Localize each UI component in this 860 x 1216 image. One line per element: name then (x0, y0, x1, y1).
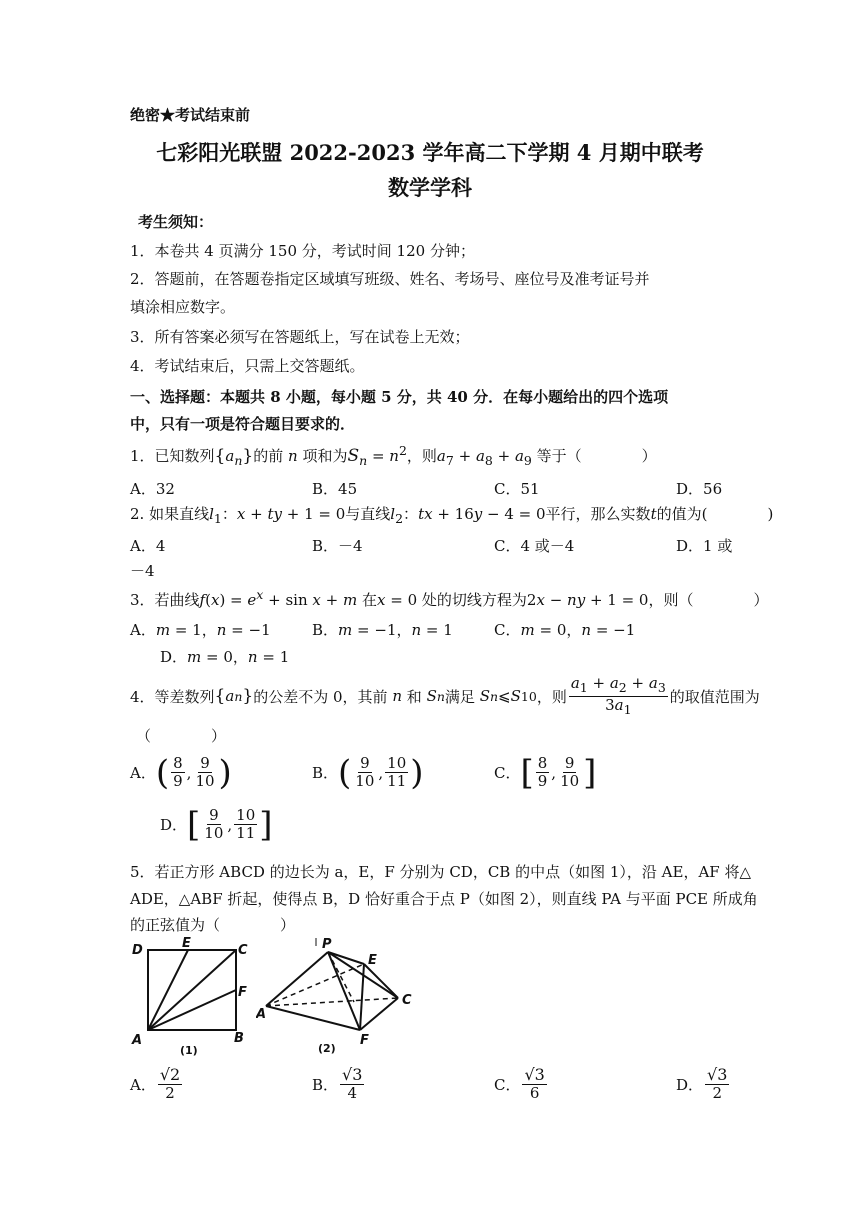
question-1-stem: 1．已知数列$\{a_n\}$的前 n 项和为$S_n = n^2$，则$a_7 + a_8 + a_9$ 等于（ ） (130, 443, 657, 468)
fig2-label-f: F (360, 1033, 369, 1048)
q3-option-c: C．m = 0，n = −1 (494, 621, 636, 639)
q3-option-a: A．m = 1，n = −1 (130, 621, 271, 639)
secret-label: 绝密★考试结束前 (130, 106, 251, 124)
q4-option-a: A． ( $\frac{8}{9}$ , $\frac{9}{10}$ ) (130, 752, 232, 793)
notice-item-1: 1．本卷共 4 页满分 150 分，考试时间 120 分钟； (130, 242, 475, 260)
figure-1-square (128, 936, 258, 1060)
q3-option-b: B．m = −1，n = 1 (312, 621, 453, 639)
section-heading-line2: 中，只有一项是符合题目要求的． (130, 415, 356, 433)
notice-item-4: 4．考试结束后，只需上交答题纸。 (130, 357, 365, 375)
q4-answer-paren: （ ） (136, 727, 227, 745)
fig1-caption: (1) (180, 1044, 198, 1057)
q5-option-b: B． $\frac{√3}{4}$ (312, 1065, 363, 1103)
question-5-line2: ADE，△ABF 折起，使得点 B，D 恰好重合于点 P（如图 2），则直线 PA 与平面 PCE 所成角 (130, 890, 758, 908)
fig2-label-a: A (256, 1007, 267, 1022)
question-5-line1: 5．若正方形 ABCD 的边长为 a，E，F 分别为 CD，CB 的中点（如图 1），沿 AE，AF 将△ (130, 863, 752, 881)
q5-option-a: A． $\frac{√2}{2}$ (130, 1065, 181, 1103)
q1-option-c: C．51 (494, 480, 540, 498)
fig1-label-a: A (132, 1033, 143, 1048)
fig2-label-p: P (322, 937, 332, 952)
notice-item-3: 3．所有答案必须写在答题纸上，写在试卷上无效； (130, 328, 470, 346)
q4-option-d: D． [ $\frac{9}{10}$ , $\frac{10}{11}$ ] (160, 804, 273, 845)
fig2-label-c: C (402, 993, 412, 1008)
q1-option-a: A．32 (130, 480, 175, 498)
fig1-label-d: D (132, 943, 143, 958)
subject-title: 数学学科 (388, 175, 472, 200)
q2-option-b: B．－4 (312, 537, 363, 555)
notice-item-2-cont: 填涂相应数字。 (130, 298, 236, 316)
q4-ratio-fraction: $\frac{a_1 + a_2 + a_3}{3a_1}$ (570, 674, 666, 717)
fig2-caption: (2) (318, 1042, 336, 1055)
notice-heading: 考生须知： (138, 213, 214, 231)
fig2-label-e: E (368, 953, 377, 968)
question-3-stem: 3．若曲线$f(x) = e^x + \sin x + m$ 在x = 0 处的切线方程为2x − ny + 1 = 0，则（ ） (130, 587, 769, 609)
figure-2-pyramid (256, 936, 426, 1060)
q1-option-b: B．45 (312, 480, 358, 498)
q2-option-a: A．4 (130, 537, 166, 555)
exam-title: 七彩阳光联盟 2022-2023 学年高二下学期 4 月期中联考 (156, 140, 704, 165)
q5-option-d: D． $\frac{√3}{2}$ (676, 1065, 728, 1103)
q5-option-c: C． $\frac{√3}{6}$ (494, 1065, 545, 1103)
question-4-stem: 4．等差数列 { a n } 的公差不为 0，其前 n 和 S n 满足 S n ⩽ S 10 ，则 $\frac{a_1 + a_2 + a_3}{3a_1}$ 的取值范围为 (130, 674, 760, 717)
question-2-stem: 2. 如果直线$l_1$：x + ty + 1 = 0与直线$l_2$：tx + 16y − 4 = 0平行，那么实数t的值为( ) (130, 505, 774, 526)
q2-option-c: C．4 或－4 (494, 537, 575, 555)
section-heading-line1: 一、选择题：本题共 8 小题，每小题 5 分，共 40 分．在每小题给出的四个选项 (130, 388, 669, 406)
fig1-label-c: C (238, 943, 248, 958)
q2-option-d: D．1 或 (676, 537, 733, 555)
q3-option-d: D．m = 0，n = 1 (160, 648, 290, 666)
question-5-line3: 的正弦值为（ ） (130, 916, 296, 934)
fig1-label-f: F (238, 985, 247, 1000)
fig1-label-b: B (234, 1031, 244, 1046)
q2-option-d-wrap: －4 (130, 562, 155, 580)
q4-option-b: B． ( $\frac{9}{10}$ , $\frac{10}{11}$ ) (312, 752, 424, 793)
q1-option-d: D．56 (676, 480, 723, 498)
notice-item-2: 2．答题前，在答题卷指定区域填写班级、姓名、考场号、座位号及准考证号并 (130, 270, 650, 288)
fig1-label-e: E (182, 936, 191, 951)
q4-option-c: C． [ $\frac{8}{9}$ , $\frac{9}{10}$ ] (494, 752, 597, 793)
